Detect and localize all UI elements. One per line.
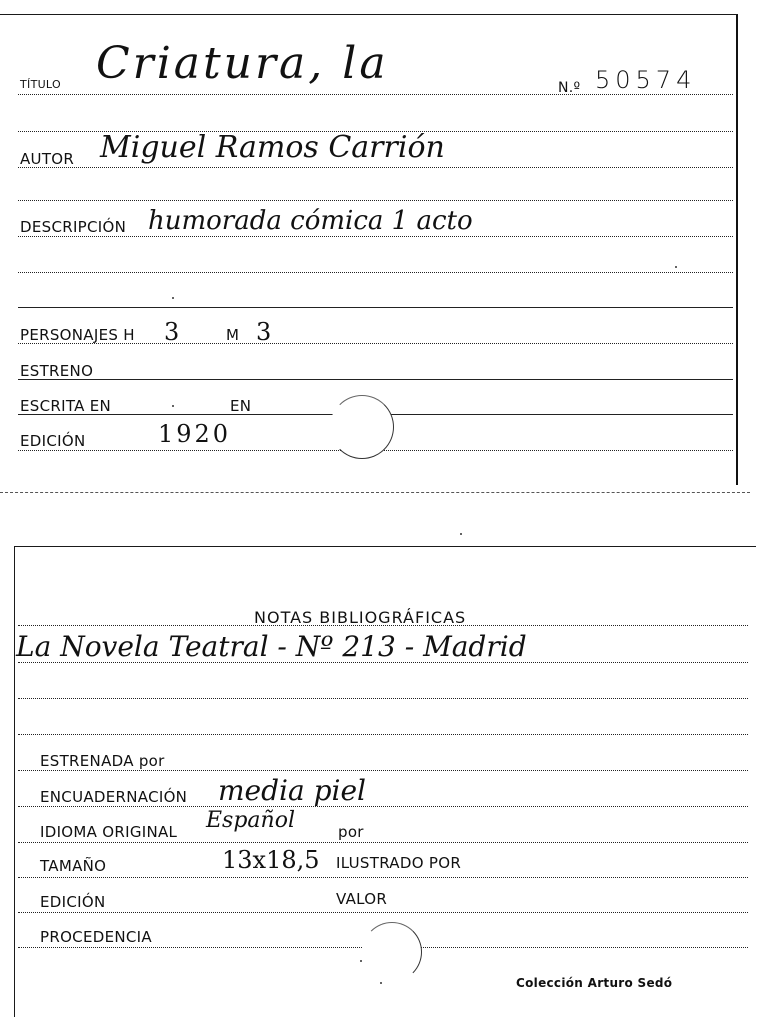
procedencia-label: PROCEDENCIA [40,928,152,946]
autor-value: Miguel Ramos Carrión [100,130,445,165]
rule-encuadernacion [18,806,748,807]
card-edge [0,492,750,493]
notas-label: NOTAS BIBLIOGRÁFICAS [254,608,467,627]
descripcion-value: humorada cómica 1 acto [148,206,473,236]
personajes-m-value: 3 [256,318,272,346]
tamano-value: 13x18,5 [222,846,320,874]
rule-titulo [18,94,733,95]
edicion-label-2: EDICIÓN [40,893,106,911]
speck [380,982,382,984]
escrita-en-label: ESCRITA EN [20,397,112,415]
rule-blank-3 [18,272,733,273]
notas-value: La Novela Teatral - Nº 213 - Madrid [16,630,527,663]
por-label: por [338,823,364,841]
edicion-label: EDICIÓN [20,432,86,450]
collection-footer: Colección Arturo Sedó [516,976,673,990]
rule-edicion-2 [18,912,748,913]
punch-hole-2 [362,922,422,982]
rule-idioma [18,842,748,843]
personajes-m-label: M [226,326,240,344]
descripcion-label: DESCRIPCIÓN [20,218,127,236]
estreno-label: ESTRENO [20,362,94,380]
speck [675,266,677,268]
rule-blank-2 [18,200,733,201]
rule-blank-4 [18,307,733,308]
personajes-h-value: 3 [164,318,180,346]
punch-hole [330,395,394,459]
autor-label: AUTOR [20,150,75,168]
encuadernacion-label: ENCUADERNACIÓN [40,788,188,806]
speck [172,297,174,299]
numero-value: 50574 [595,66,697,94]
valor-label: VALOR [336,890,388,908]
en-label: EN [230,397,252,415]
rule-autor [18,167,733,168]
numero-label: N.º [558,80,581,96]
speck [172,405,174,407]
rule-estrenada [18,770,748,771]
rule-descripcion [18,236,733,237]
titulo-value: Criatura, la [96,38,389,89]
ilustrado-label: ILUSTRADO POR [336,854,462,872]
titulo-label: TÍTULO [20,78,61,91]
rule-blank-5 [18,698,748,699]
rule-blank-6 [18,734,748,735]
speck [460,533,462,535]
encuadernacion-value: media piel [218,774,366,807]
rule-estreno [18,379,733,380]
estrenada-label: ESTRENADA por [40,752,165,770]
speck [360,960,362,962]
idioma-value: Español [206,808,295,833]
idioma-label: IDIOMA ORIGINAL [40,823,178,841]
tamano-label: TAMAÑO [40,857,107,875]
personajes-label: PERSONAJES H [20,326,135,344]
rule-tamano [18,877,748,878]
edicion-value: 1920 [158,420,232,448]
